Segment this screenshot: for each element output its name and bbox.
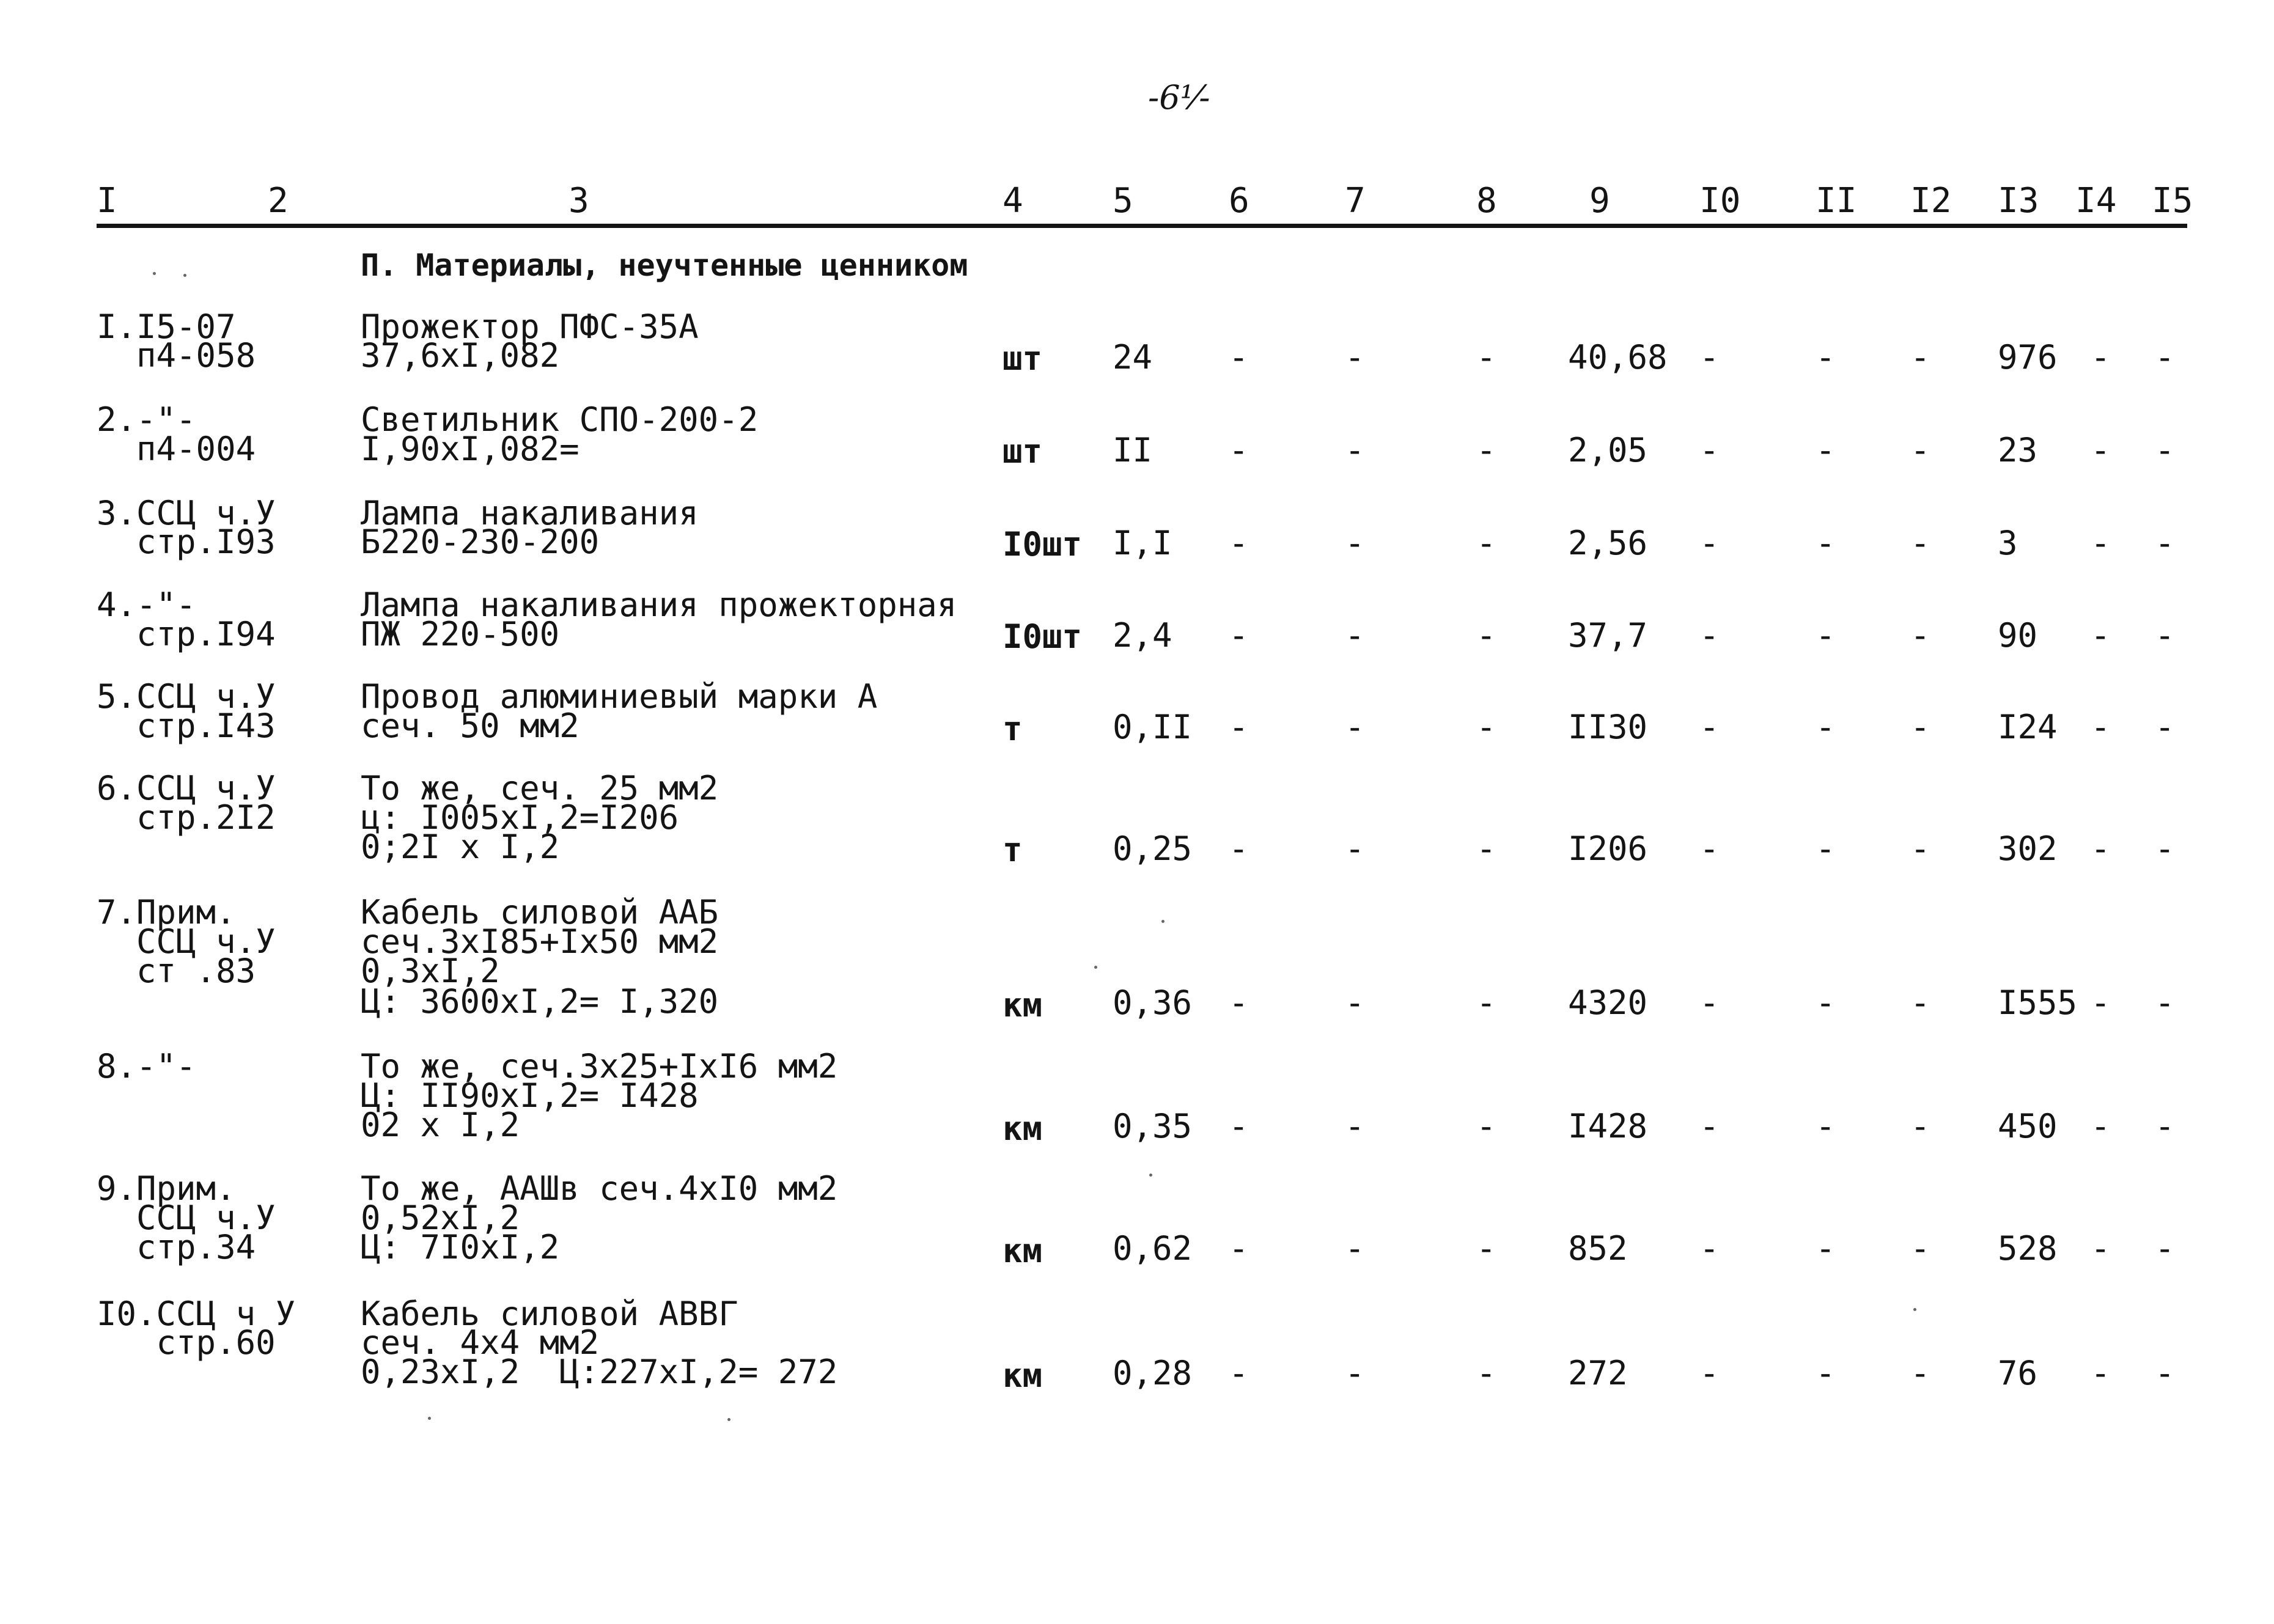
row-desc: сеч.3хI85+Iх50 мм2 (361, 922, 719, 961)
row-cell: - (1345, 338, 1365, 377)
scan-speck (1149, 1174, 1152, 1177)
row-cell: - (2155, 1107, 2175, 1145)
row-desc: Ц: 7I0хI,2 (361, 1228, 560, 1266)
row-code: стр.34 (97, 1228, 256, 1266)
row-code: стр.2I2 (97, 798, 276, 837)
row-desc: 0,52хI,2 (361, 1199, 520, 1237)
row-cell: - (1910, 983, 1930, 1022)
row-cell: - (1476, 1107, 1496, 1145)
row-cell: - (1816, 338, 1836, 377)
row-cell: - (2155, 616, 2175, 655)
row-desc: Ц: 3600хI,2= I,320 (361, 982, 719, 1021)
section-title: П. Материалы, неучтенные ценником (361, 248, 968, 283)
row-cell: - (1345, 1107, 1365, 1145)
row-cell: - (1699, 338, 1720, 377)
column-header-11: II (1816, 181, 1857, 221)
row-cell: - (2155, 829, 2175, 868)
row-unit: т (1003, 710, 1023, 748)
row-price: 4320 (1568, 983, 1648, 1022)
row-unit: км (1003, 1232, 1043, 1270)
row-cell: - (1910, 524, 1930, 562)
row-cell: - (1699, 616, 1720, 655)
row-code: п4-058 (97, 336, 256, 375)
row-total: 76 (1998, 1354, 2038, 1392)
row-cell: - (1910, 431, 1930, 469)
column-header-15: I5 (2152, 181, 2193, 221)
column-header-12: I2 (1910, 181, 1952, 221)
row-unit: шт (1003, 432, 1043, 471)
row-cell: - (1816, 1354, 1836, 1392)
row-cell: - (1816, 983, 1836, 1022)
row-cell: - (1699, 1107, 1720, 1145)
row-unit: км (1003, 986, 1043, 1024)
row-cell: - (1816, 829, 1836, 868)
row-code: ССЦ ч.У (97, 1199, 276, 1237)
row-cell: - (1229, 829, 1249, 868)
row-cell: - (1345, 524, 1365, 562)
row-unit: шт (1003, 339, 1043, 378)
row-desc: Лампа накаливания (361, 494, 699, 532)
row-code: п4-004 (97, 430, 256, 468)
row-cell: - (1476, 829, 1496, 868)
row-code: стр.I43 (97, 707, 276, 745)
row-total: 90 (1998, 616, 2038, 655)
row-cell: - (1699, 431, 1720, 469)
row-total: 528 (1998, 1229, 2058, 1268)
row-desc: Кабель силовой ААБ (361, 893, 719, 931)
row-cell: - (1910, 616, 1930, 655)
column-header-14: I4 (2075, 181, 2117, 221)
row-code: 3.ССЦ ч.У (97, 494, 276, 532)
row-total: I24 (1998, 708, 2058, 746)
row-code: 9.Прим. (97, 1169, 236, 1208)
row-price: I428 (1568, 1107, 1648, 1145)
row-desc: То же, сеч.3х25+IхI6 мм2 (361, 1047, 838, 1086)
row-cell: - (2155, 338, 2175, 377)
column-header-13: I3 (1998, 181, 2039, 221)
scan-speck (1161, 920, 1165, 923)
row-cell: - (1816, 431, 1836, 469)
row-code: I0.ССЦ ч У (97, 1295, 296, 1333)
row-price: 2,05 (1568, 431, 1648, 469)
row-unit: I0шт (1003, 525, 1083, 564)
row-cell: - (1476, 431, 1496, 469)
column-header-1: I (97, 181, 117, 221)
row-desc: То же, ААШв сеч.4хI0 мм2 (361, 1169, 838, 1208)
row-total: 976 (1998, 338, 2058, 377)
row-total: 3 (1998, 524, 2018, 562)
row-cell: - (2091, 1229, 2111, 1268)
row-qty: 0,28 (1113, 1354, 1193, 1392)
row-cell: - (1476, 616, 1496, 655)
row-desc: 02 х I,2 (361, 1106, 520, 1144)
row-code: 7.Прим. (97, 893, 236, 931)
scan-speck (428, 1417, 431, 1420)
column-header-6: 6 (1229, 181, 1249, 221)
row-cell: - (2091, 708, 2111, 746)
row-code: 2.-"- (97, 400, 196, 439)
row-cell: - (1229, 983, 1249, 1022)
column-header-10: I0 (1699, 181, 1741, 221)
row-cell: - (2155, 1354, 2175, 1392)
row-cell: - (2091, 524, 2111, 562)
row-cell: - (1476, 708, 1496, 746)
scan-speck (1913, 1308, 1916, 1311)
row-total: 302 (1998, 829, 2058, 868)
row-cell: - (2091, 616, 2111, 655)
row-cell: - (1910, 338, 1930, 377)
row-code: 5.ССЦ ч.У (97, 677, 276, 716)
column-header-2: 2 (268, 181, 289, 221)
row-total: 23 (1998, 431, 2038, 469)
row-cell: - (2155, 983, 2175, 1022)
row-cell: - (1699, 983, 1720, 1022)
row-qty: 0,25 (1113, 829, 1193, 868)
row-cell: - (1345, 983, 1365, 1022)
row-cell: - (1816, 616, 1836, 655)
row-cell: - (1699, 708, 1720, 746)
row-desc: сеч. 50 мм2 (361, 707, 580, 745)
row-cell: - (2155, 431, 2175, 469)
row-desc: Кабель силовой АВВГ (361, 1295, 738, 1333)
row-price: 37,7 (1568, 616, 1648, 655)
row-qty: I,I (1113, 524, 1172, 562)
column-header-4: 4 (1003, 181, 1023, 221)
scan-speck (1094, 966, 1097, 969)
row-qty: 0,II (1113, 708, 1193, 746)
row-cell: - (1229, 338, 1249, 377)
row-qty: 0,36 (1113, 983, 1193, 1022)
row-desc: ПЖ 220-500 (361, 615, 560, 653)
row-desc: Провод алюминиевый марки А (361, 677, 878, 716)
row-unit: км (1003, 1356, 1043, 1395)
row-cell: - (1476, 983, 1496, 1022)
row-cell: - (1345, 829, 1365, 868)
scan-speck (727, 1418, 730, 1421)
row-price: 2,56 (1568, 524, 1648, 562)
row-cell: - (1476, 1229, 1496, 1268)
row-cell: - (1345, 1354, 1365, 1392)
row-cell: - (2091, 829, 2111, 868)
row-cell: - (1699, 1229, 1720, 1268)
row-code: ст .83 (97, 952, 256, 990)
row-cell: - (1910, 1107, 1930, 1145)
row-price: 272 (1568, 1354, 1628, 1392)
row-cell: - (1816, 524, 1836, 562)
row-code: стр.I93 (97, 523, 276, 561)
row-unit: т (1003, 831, 1023, 869)
scan-speck (153, 272, 156, 275)
row-cell: - (1229, 524, 1249, 562)
row-cell: - (1910, 1354, 1930, 1392)
row-qty: 2,4 (1113, 616, 1172, 655)
row-desc: Ц: II90хI,2= I428 (361, 1076, 699, 1115)
row-unit: км (1003, 1109, 1043, 1148)
row-cell: - (1345, 1229, 1365, 1268)
row-code: 6.ССЦ ч.У (97, 769, 276, 807)
row-desc: 37,6хI,082 (361, 336, 560, 375)
row-cell: - (2091, 1354, 2111, 1392)
row-code: I.I5-07 (97, 307, 236, 346)
row-desc: сеч. 4х4 мм2 (361, 1323, 600, 1362)
row-cell: - (1816, 708, 1836, 746)
row-cell: - (2155, 524, 2175, 562)
row-qty: 24 (1113, 338, 1153, 377)
row-cell: - (1699, 1354, 1720, 1392)
row-qty: II (1113, 431, 1153, 469)
row-cell: - (1345, 708, 1365, 746)
row-total: I555 (1998, 983, 2078, 1022)
row-cell: - (1229, 431, 1249, 469)
row-desc: 0,23хI,2 Ц:227хI,2= 272 (361, 1353, 838, 1391)
scan-speck (183, 274, 186, 277)
row-desc: Прожектор ПФС-35А (361, 307, 699, 346)
row-cell: - (1476, 338, 1496, 377)
row-cell: - (1476, 1354, 1496, 1392)
row-cell: - (2091, 338, 2111, 377)
row-price: 852 (1568, 1229, 1628, 1268)
row-code: ССЦ ч.У (97, 922, 276, 961)
row-cell: - (2155, 708, 2175, 746)
row-code: стр.60 (97, 1323, 276, 1362)
column-header-3: 3 (568, 181, 589, 221)
row-desc: То же, сеч. 25 мм2 (361, 769, 719, 807)
row-cell: - (1910, 708, 1930, 746)
row-cell: - (1699, 829, 1720, 868)
row-cell: - (1816, 1229, 1836, 1268)
row-qty: 0,35 (1113, 1107, 1193, 1145)
header-rule (97, 224, 2187, 228)
page-number: -6⅟- (1148, 78, 1210, 117)
row-cell: - (1910, 829, 1930, 868)
row-code: 8.-"- (97, 1047, 196, 1086)
row-cell: - (1476, 524, 1496, 562)
row-price: I206 (1568, 829, 1648, 868)
row-cell: - (1345, 616, 1365, 655)
row-cell: - (1229, 1107, 1249, 1145)
row-desc: I,90хI,082= (361, 430, 580, 468)
column-header-8: 8 (1476, 181, 1497, 221)
row-unit: I0шт (1003, 617, 1083, 656)
row-cell: - (1229, 708, 1249, 746)
row-qty: 0,62 (1113, 1229, 1193, 1268)
row-cell: - (1345, 431, 1365, 469)
column-header-7: 7 (1345, 181, 1366, 221)
row-cell: - (1229, 1354, 1249, 1392)
row-desc: 0,3хI,2 (361, 952, 500, 990)
row-cell: - (1229, 616, 1249, 655)
row-desc: Б220-230-200 (361, 523, 600, 561)
row-cell: - (1229, 1229, 1249, 1268)
row-cell: - (2091, 983, 2111, 1022)
row-total: 450 (1998, 1107, 2058, 1145)
row-desc: Лампа накаливания прожекторная (361, 586, 957, 624)
column-header-5: 5 (1113, 181, 1133, 221)
row-desc: 0;2I х I,2 (361, 828, 560, 866)
row-cell: - (2155, 1229, 2175, 1268)
row-cell: - (1910, 1229, 1930, 1268)
row-cell: - (2091, 1107, 2111, 1145)
row-price: 40,68 (1568, 338, 1668, 377)
row-desc: Светильник СПО-200-2 (361, 400, 759, 439)
row-cell: - (1699, 524, 1720, 562)
row-price: II30 (1568, 708, 1648, 746)
row-desc: ц: I005хI,2=I206 (361, 798, 679, 837)
row-cell: - (2091, 431, 2111, 469)
row-code: 4.-"- (97, 586, 196, 624)
row-cell: - (1816, 1107, 1836, 1145)
column-header-9: 9 (1589, 181, 1610, 221)
row-code: стр.I94 (97, 615, 276, 653)
